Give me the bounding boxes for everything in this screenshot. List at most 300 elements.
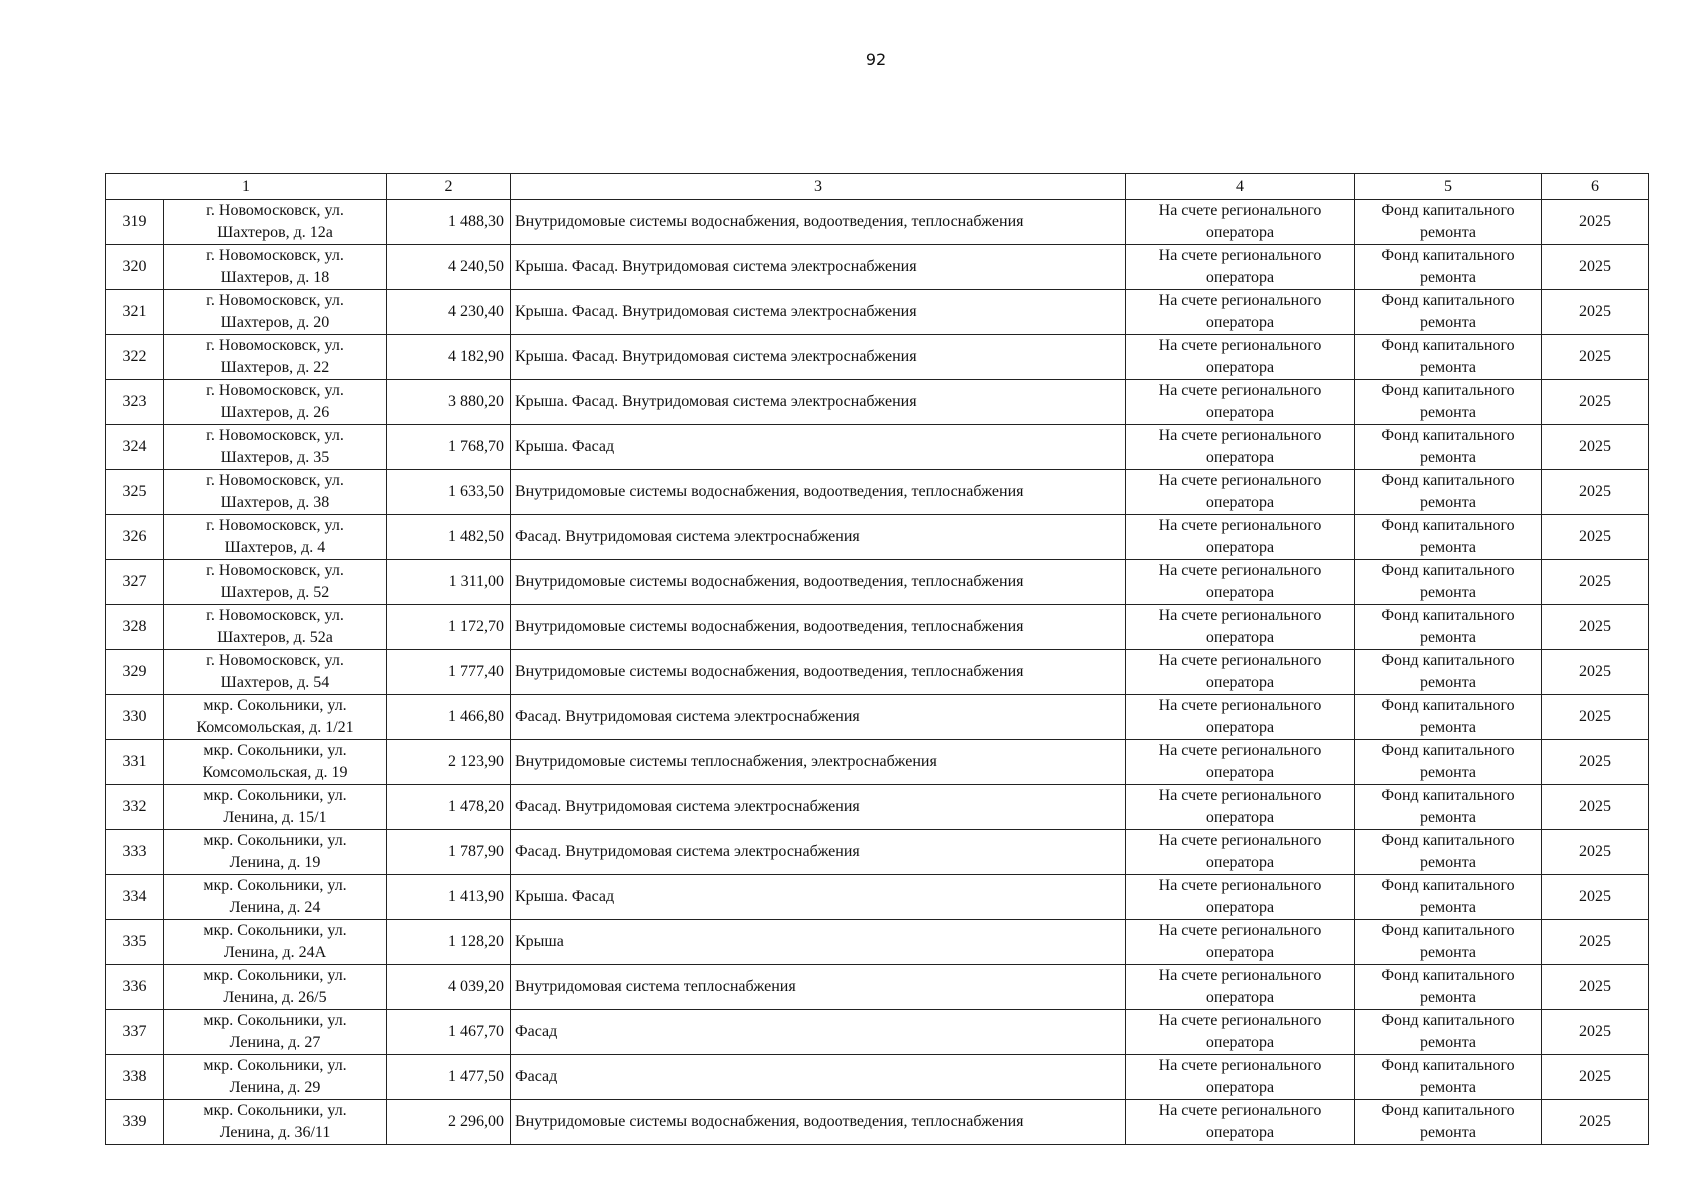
account-line-2: оператора <box>1205 449 1275 466</box>
row-number: 328 <box>106 605 164 650</box>
funding-source-line-2: ремонта <box>1419 269 1477 286</box>
row-number: 327 <box>106 560 164 605</box>
address-cell <box>164 200 387 245</box>
area-value: 1 633,50 <box>387 470 511 515</box>
funding-source-line-2: ремонта <box>1419 1124 1477 1141</box>
address-line-2: Комсомольская, д. 19 <box>202 764 348 781</box>
funding-source-line-1: Фонд капитального <box>1381 337 1515 354</box>
row-number: 332 <box>106 785 164 830</box>
year-value: 2025 <box>1542 560 1649 605</box>
area-value: 1 311,00 <box>387 560 511 605</box>
address-cell <box>164 515 387 560</box>
row-number: 326 <box>106 515 164 560</box>
address-line-2: Шахтеров, д. 20 <box>220 314 330 331</box>
works-description: Фасад. Внутридомовая система электроснабжения <box>511 515 1126 560</box>
row-number: 337 <box>106 1010 164 1055</box>
account-line-1: На счете регионального <box>1158 607 1322 624</box>
works-description: Внутридомовые системы водоснабжения, водоотведения, теплоснабжения <box>511 200 1126 245</box>
account-line-2: оператора <box>1205 1124 1275 1141</box>
funding-source-cell <box>1355 1100 1542 1145</box>
funding-source-cell <box>1355 605 1542 650</box>
row-number: 331 <box>106 740 164 785</box>
funding-source-line-2: ремонта <box>1419 494 1477 511</box>
account-line-2: оператора <box>1205 404 1275 421</box>
row-number: 330 <box>106 695 164 740</box>
funding-source-cell <box>1355 515 1542 560</box>
address-line-1: г. Новомосковск, ул. <box>206 472 344 489</box>
address-line-1: г. Новомосковск, ул. <box>206 427 344 444</box>
account-cell <box>1126 830 1355 875</box>
area-value: 1 787,90 <box>387 830 511 875</box>
table-body <box>106 200 1649 1145</box>
funding-source-line-1: Фонд капитального <box>1381 247 1515 264</box>
address-line-1: мкр. Сокольники, ул. <box>203 742 347 759</box>
funding-source-cell <box>1355 290 1542 335</box>
account-cell <box>1126 1010 1355 1055</box>
funding-source-cell <box>1355 335 1542 380</box>
address-line-1: г. Новомосковск, ул. <box>206 607 344 624</box>
account-line-1: На счете регионального <box>1158 1102 1322 1119</box>
column-header-3: 3 <box>511 174 1126 200</box>
funding-source-cell <box>1355 740 1542 785</box>
address-line-1: мкр. Сокольники, ул. <box>203 697 347 714</box>
funding-source-line-1: Фонд капитального <box>1381 967 1515 984</box>
row-number: 339 <box>106 1100 164 1145</box>
funding-source-line-2: ремонта <box>1419 1079 1477 1096</box>
area-value: 4 039,20 <box>387 965 511 1010</box>
address-line-2: Шахтеров, д. 38 <box>220 494 330 511</box>
funding-source-cell <box>1355 920 1542 965</box>
address-cell <box>164 650 387 695</box>
address-line-2: Шахтеров, д. 35 <box>220 449 330 466</box>
account-cell <box>1126 605 1355 650</box>
table-row <box>106 875 1649 920</box>
capital-repair-table <box>105 173 1649 1145</box>
area-value: 1 777,40 <box>387 650 511 695</box>
works-description: Крыша. Фасад. Внутридомовая система электроснабжения <box>511 245 1126 290</box>
account-cell <box>1126 335 1355 380</box>
funding-source-line-1: Фонд капитального <box>1381 562 1515 579</box>
area-value: 1 768,70 <box>387 425 511 470</box>
account-line-1: На счете регионального <box>1158 832 1322 849</box>
table-row <box>106 335 1649 380</box>
account-cell <box>1126 425 1355 470</box>
area-value: 1 413,90 <box>387 875 511 920</box>
year-value: 2025 <box>1542 1100 1649 1145</box>
address-line-1: г. Новомосковск, ул. <box>206 562 344 579</box>
year-value: 2025 <box>1542 200 1649 245</box>
funding-source-line-2: ремонта <box>1419 224 1477 241</box>
area-value: 1 488,30 <box>387 200 511 245</box>
area-value: 1 478,20 <box>387 785 511 830</box>
area-value: 1 466,80 <box>387 695 511 740</box>
year-value: 2025 <box>1542 965 1649 1010</box>
address-line-2: Ленина, д. 36/11 <box>219 1124 331 1141</box>
funding-source-line-2: ремонта <box>1419 764 1477 781</box>
account-line-1: На счете регионального <box>1158 787 1322 804</box>
table-row <box>106 605 1649 650</box>
table-row <box>106 380 1649 425</box>
funding-source-cell <box>1355 785 1542 830</box>
address-cell <box>164 785 387 830</box>
account-line-2: оператора <box>1205 269 1275 286</box>
works-description: Внутридомовые системы водоснабжения, водоотведения, теплоснабжения <box>511 470 1126 515</box>
funding-source-line-2: ремонта <box>1419 674 1477 691</box>
funding-source-line-2: ремонта <box>1419 809 1477 826</box>
year-value: 2025 <box>1542 830 1649 875</box>
area-value: 4 240,50 <box>387 245 511 290</box>
funding-source-cell <box>1355 470 1542 515</box>
table-row <box>106 245 1649 290</box>
funding-source-line-2: ремонта <box>1419 404 1477 421</box>
year-value: 2025 <box>1542 650 1649 695</box>
account-line-2: оператора <box>1205 539 1275 556</box>
row-number: 325 <box>106 470 164 515</box>
account-line-1: На счете регионального <box>1158 427 1322 444</box>
account-cell <box>1126 1100 1355 1145</box>
account-cell <box>1126 920 1355 965</box>
address-cell <box>164 290 387 335</box>
address-line-1: мкр. Сокольники, ул. <box>203 787 347 804</box>
row-number: 320 <box>106 245 164 290</box>
works-description: Фасад. Внутридомовая система электроснабжения <box>511 695 1126 740</box>
area-value: 2 123,90 <box>387 740 511 785</box>
account-cell <box>1126 200 1355 245</box>
account-line-2: оператора <box>1205 629 1275 646</box>
funding-source-cell <box>1355 830 1542 875</box>
works-description: Фасад. Внутридомовая система электроснабжения <box>511 830 1126 875</box>
account-line-2: оператора <box>1205 944 1275 961</box>
funding-source-line-1: Фонд капитального <box>1381 517 1515 534</box>
works-description: Внутридомовая система теплоснабжения <box>511 965 1126 1010</box>
address-cell <box>164 1055 387 1100</box>
account-line-2: оператора <box>1205 584 1275 601</box>
address-line-1: мкр. Сокольники, ул. <box>203 1057 347 1074</box>
account-cell <box>1126 965 1355 1010</box>
account-line-2: оператора <box>1205 809 1275 826</box>
works-description: Фасад. Внутридомовая система электроснабжения <box>511 785 1126 830</box>
table-row <box>106 965 1649 1010</box>
area-value: 4 182,90 <box>387 335 511 380</box>
address-line-2: Шахтеров, д. 18 <box>220 269 330 286</box>
works-description: Фасад <box>511 1010 1126 1055</box>
account-line-1: На счете регионального <box>1158 697 1322 714</box>
funding-source-line-2: ремонта <box>1419 449 1477 466</box>
address-cell <box>164 695 387 740</box>
funding-source-line-2: ремонта <box>1419 359 1477 376</box>
year-value: 2025 <box>1542 740 1649 785</box>
account-cell <box>1126 785 1355 830</box>
works-description: Крыша. Фасад. Внутридомовая система электроснабжения <box>511 335 1126 380</box>
account-line-1: На счете регионального <box>1158 292 1322 309</box>
works-description: Внутридомовые системы водоснабжения, водоотведения, теплоснабжения <box>511 1100 1126 1145</box>
address-line-1: мкр. Сокольники, ул. <box>203 877 347 894</box>
table-row <box>106 1010 1649 1055</box>
table-header-row <box>106 174 1649 200</box>
funding-source-line-1: Фонд капитального <box>1381 427 1515 444</box>
funding-source-cell <box>1355 1055 1542 1100</box>
table-row <box>106 425 1649 470</box>
table-row <box>106 740 1649 785</box>
table-row <box>106 470 1649 515</box>
account-cell <box>1126 875 1355 920</box>
address-line-1: г. Новомосковск, ул. <box>206 247 344 264</box>
works-description: Крыша. Фасад <box>511 875 1126 920</box>
year-value: 2025 <box>1542 875 1649 920</box>
funding-source-cell <box>1355 425 1542 470</box>
row-number: 338 <box>106 1055 164 1100</box>
funding-source-line-1: Фонд капитального <box>1381 877 1515 894</box>
address-cell <box>164 1100 387 1145</box>
works-description: Крыша. Фасад <box>511 425 1126 470</box>
address-line-1: г. Новомосковск, ул. <box>206 652 344 669</box>
address-line-1: мкр. Сокольники, ул. <box>203 967 347 984</box>
year-value: 2025 <box>1542 425 1649 470</box>
address-cell <box>164 1010 387 1055</box>
funding-source-line-1: Фонд капитального <box>1381 652 1515 669</box>
address-cell <box>164 245 387 290</box>
account-line-1: На счете регионального <box>1158 877 1322 894</box>
funding-source-line-2: ремонта <box>1419 1034 1477 1051</box>
row-number: 321 <box>106 290 164 335</box>
column-header-1: 1 <box>106 174 387 200</box>
year-value: 2025 <box>1542 785 1649 830</box>
funding-source-line-2: ремонта <box>1419 899 1477 916</box>
account-cell <box>1126 245 1355 290</box>
address-line-2: Шахтеров, д. 12а <box>217 224 333 241</box>
table-row <box>106 830 1649 875</box>
account-line-2: оператора <box>1205 899 1275 916</box>
area-value: 1 172,70 <box>387 605 511 650</box>
address-line-1: г. Новомосковск, ул. <box>206 202 344 219</box>
account-line-2: оператора <box>1205 494 1275 511</box>
address-line-2: Шахтеров, д. 52а <box>217 629 333 646</box>
account-line-1: На счете регионального <box>1158 742 1322 759</box>
account-line-2: оператора <box>1205 719 1275 736</box>
account-cell <box>1126 740 1355 785</box>
funding-source-line-1: Фонд капитального <box>1381 742 1515 759</box>
funding-source-line-1: Фонд капитального <box>1381 1057 1515 1074</box>
works-description: Фасад <box>511 1055 1126 1100</box>
funding-source-cell <box>1355 650 1542 695</box>
account-cell <box>1126 290 1355 335</box>
funding-source-line-1: Фонд капитального <box>1381 382 1515 399</box>
address-cell <box>164 470 387 515</box>
address-line-1: г. Новомосковск, ул. <box>206 292 344 309</box>
table-row <box>106 695 1649 740</box>
account-line-1: На счете регионального <box>1158 382 1322 399</box>
address-line-2: Шахтеров, д. 26 <box>220 404 330 421</box>
funding-source-line-1: Фонд капитального <box>1381 1012 1515 1029</box>
address-cell <box>164 920 387 965</box>
account-cell <box>1126 515 1355 560</box>
column-header-6: 6 <box>1542 174 1649 200</box>
year-value: 2025 <box>1542 515 1649 560</box>
address-cell <box>164 875 387 920</box>
funding-source-cell <box>1355 965 1542 1010</box>
funding-source-line-2: ремонта <box>1419 719 1477 736</box>
row-number: 322 <box>106 335 164 380</box>
funding-source-line-1: Фонд капитального <box>1381 922 1515 939</box>
works-description: Внутридомовые системы теплоснабжения, электроснабжения <box>511 740 1126 785</box>
year-value: 2025 <box>1542 1055 1649 1100</box>
row-number: 319 <box>106 200 164 245</box>
funding-source-line-2: ремонта <box>1419 629 1477 646</box>
address-line-1: г. Новомосковск, ул. <box>206 517 344 534</box>
year-value: 2025 <box>1542 605 1649 650</box>
table-row <box>106 515 1649 560</box>
table-row <box>106 920 1649 965</box>
address-line-2: Ленина, д. 24А <box>223 944 327 961</box>
row-number: 323 <box>106 380 164 425</box>
address-cell <box>164 335 387 380</box>
account-line-2: оператора <box>1205 359 1275 376</box>
area-value: 2 296,00 <box>387 1100 511 1145</box>
funding-source-line-1: Фонд капитального <box>1381 832 1515 849</box>
table-row <box>106 290 1649 335</box>
table-row <box>106 650 1649 695</box>
account-line-2: оператора <box>1205 989 1275 1006</box>
funding-source-cell <box>1355 200 1542 245</box>
table-row <box>106 1100 1649 1145</box>
works-description: Внутридомовые системы водоснабжения, водоотведения, теплоснабжения <box>511 605 1126 650</box>
year-value: 2025 <box>1542 335 1649 380</box>
address-line-2: Ленина, д. 26/5 <box>223 989 327 1006</box>
address-line-2: Шахтеров, д. 54 <box>220 674 330 691</box>
area-value: 1 128,20 <box>387 920 511 965</box>
address-line-2: Шахтеров, д. 52 <box>220 584 330 601</box>
area-value: 3 880,20 <box>387 380 511 425</box>
works-description: Крыша. Фасад. Внутридомовая система электроснабжения <box>511 380 1126 425</box>
funding-source-line-1: Фонд капитального <box>1381 697 1515 714</box>
column-header-4: 4 <box>1126 174 1355 200</box>
account-line-2: оператора <box>1205 854 1275 871</box>
account-line-1: На счете регионального <box>1158 652 1322 669</box>
account-cell <box>1126 380 1355 425</box>
address-cell <box>164 965 387 1010</box>
table-row <box>106 200 1649 245</box>
address-line-1: г. Новомосковск, ул. <box>206 382 344 399</box>
account-line-1: На счете регионального <box>1158 472 1322 489</box>
works-description: Внутридомовые системы водоснабжения, водоотведения, теплоснабжения <box>511 560 1126 605</box>
row-number: 335 <box>106 920 164 965</box>
address-line-1: мкр. Сокольники, ул. <box>203 832 347 849</box>
works-description: Крыша. Фасад. Внутридомовая система электроснабжения <box>511 290 1126 335</box>
funding-source-line-2: ремонта <box>1419 944 1477 961</box>
year-value: 2025 <box>1542 470 1649 515</box>
works-description: Внутридомовые системы водоснабжения, водоотведения, теплоснабжения <box>511 650 1126 695</box>
account-line-1: На счете регионального <box>1158 202 1322 219</box>
year-value: 2025 <box>1542 290 1649 335</box>
funding-source-line-1: Фонд капитального <box>1381 202 1515 219</box>
address-line-1: г. Новомосковск, ул. <box>206 337 344 354</box>
address-cell <box>164 380 387 425</box>
account-line-1: На счете регионального <box>1158 1057 1322 1074</box>
account-line-2: оператора <box>1205 1079 1275 1096</box>
funding-source-line-2: ремонта <box>1419 989 1477 1006</box>
account-line-1: На счете регионального <box>1158 517 1322 534</box>
funding-source-line-2: ремонта <box>1419 314 1477 331</box>
address-cell <box>164 605 387 650</box>
account-line-2: оператора <box>1205 674 1275 691</box>
account-line-1: На счете регионального <box>1158 337 1322 354</box>
row-number: 334 <box>106 875 164 920</box>
row-number: 324 <box>106 425 164 470</box>
column-header-2: 2 <box>387 174 511 200</box>
address-line-2: Ленина, д. 19 <box>229 854 321 871</box>
area-value: 1 477,50 <box>387 1055 511 1100</box>
account-cell <box>1126 650 1355 695</box>
year-value: 2025 <box>1542 245 1649 290</box>
funding-source-cell <box>1355 875 1542 920</box>
funding-source-line-1: Фонд капитального <box>1381 292 1515 309</box>
year-value: 2025 <box>1542 1010 1649 1055</box>
account-line-2: оператора <box>1205 314 1275 331</box>
funding-source-line-1: Фонд капитального <box>1381 607 1515 624</box>
area-value: 4 230,40 <box>387 290 511 335</box>
table-row <box>106 560 1649 605</box>
account-line-1: На счете регионального <box>1158 1012 1322 1029</box>
funding-source-line-2: ремонта <box>1419 854 1477 871</box>
account-line-2: оператора <box>1205 764 1275 781</box>
funding-source-line-1: Фонд капитального <box>1381 1102 1515 1119</box>
funding-source-line-2: ремонта <box>1419 539 1477 556</box>
column-header-5: 5 <box>1355 174 1542 200</box>
address-line-2: Комсомольская, д. 1/21 <box>196 719 354 736</box>
address-line-2: Шахтеров, д. 4 <box>224 539 326 556</box>
address-cell <box>164 740 387 785</box>
area-value: 1 482,50 <box>387 515 511 560</box>
address-line-2: Ленина, д. 15/1 <box>223 809 327 826</box>
funding-source-cell <box>1355 1010 1542 1055</box>
year-value: 2025 <box>1542 695 1649 740</box>
address-line-1: мкр. Сокольники, ул. <box>203 1102 347 1119</box>
area-value: 1 467,70 <box>387 1010 511 1055</box>
year-value: 2025 <box>1542 920 1649 965</box>
funding-source-line-2: ремонта <box>1419 584 1477 601</box>
address-line-1: мкр. Сокольники, ул. <box>203 1012 347 1029</box>
address-cell <box>164 425 387 470</box>
funding-source-line-1: Фонд капитального <box>1381 787 1515 804</box>
address-line-2: Ленина, д. 29 <box>229 1079 321 1096</box>
works-description: Крыша <box>511 920 1126 965</box>
account-line-1: На счете регионального <box>1158 562 1322 579</box>
year-value: 2025 <box>1542 380 1649 425</box>
row-number: 329 <box>106 650 164 695</box>
account-cell <box>1126 560 1355 605</box>
funding-source-cell <box>1355 245 1542 290</box>
funding-source-cell <box>1355 560 1542 605</box>
address-line-1: мкр. Сокольники, ул. <box>203 922 347 939</box>
account-line-1: На счете регионального <box>1158 967 1322 984</box>
table-row <box>106 1055 1649 1100</box>
account-line-1: На счете регионального <box>1158 247 1322 264</box>
table-row <box>106 785 1649 830</box>
address-line-2: Ленина, д. 24 <box>229 899 321 916</box>
address-line-2: Ленина, д. 27 <box>229 1034 321 1051</box>
address-line-2: Шахтеров, д. 22 <box>220 359 330 376</box>
row-number: 336 <box>106 965 164 1010</box>
funding-source-line-1: Фонд капитального <box>1381 472 1515 489</box>
account-cell <box>1126 470 1355 515</box>
funding-source-cell <box>1355 695 1542 740</box>
page-number: 92 <box>865 50 887 69</box>
account-line-2: оператора <box>1205 1034 1275 1051</box>
account-line-2: оператора <box>1205 224 1275 241</box>
funding-source-cell <box>1355 380 1542 425</box>
account-line-1: На счете регионального <box>1158 922 1322 939</box>
account-cell <box>1126 695 1355 740</box>
